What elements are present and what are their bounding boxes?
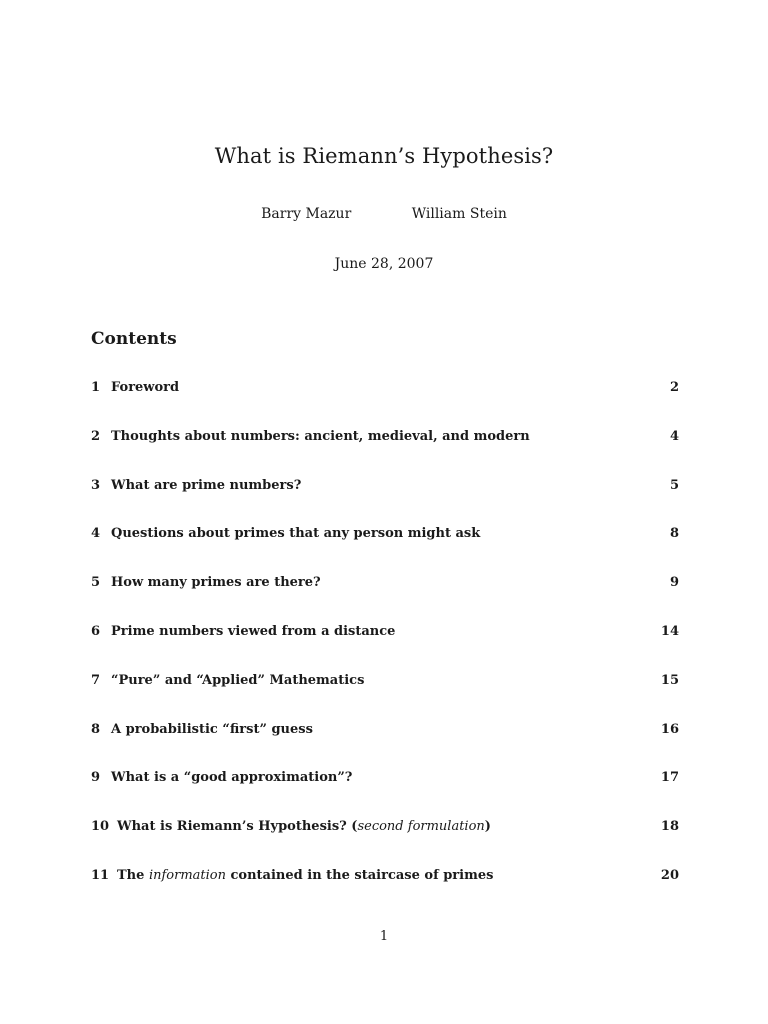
toc-entry[interactable] (91, 380, 679, 429)
toc-title-text: contained in the staircase of primes (225, 867, 494, 883)
toc-section-title: What is a “good approximation”? (111, 770, 353, 786)
authors (0, 206, 768, 222)
toc-section-title: “Pure” and “Applied” Mathematics (111, 672, 365, 688)
toc-section-number: 11 (91, 867, 110, 883)
contents-heading: Contents (91, 329, 177, 349)
toc-section-title: What are prime numbers? (111, 477, 302, 493)
toc-section-title (117, 819, 491, 834)
toc-section-title: Foreword (111, 380, 180, 395)
toc-section-number: 10 (91, 819, 110, 835)
toc-section-number: 5 (91, 575, 101, 591)
toc-entry[interactable] (91, 526, 679, 575)
toc-title-italic: second formulation (357, 819, 485, 835)
toc-page-number: 17 (660, 770, 679, 786)
toc-section-number: 4 (91, 526, 101, 542)
toc-entry[interactable] (91, 868, 679, 917)
author-name: Barry Mazur (261, 206, 352, 222)
toc-section-number: 8 (91, 721, 101, 737)
toc-section-number: 2 (91, 428, 101, 444)
toc-entry[interactable] (91, 624, 679, 673)
toc-title-text: The (117, 867, 149, 883)
toc-entry[interactable] (91, 478, 679, 527)
toc-page-number: 18 (660, 819, 679, 835)
toc-title-italic: information (148, 867, 226, 883)
page-number: 1 (379, 929, 389, 944)
table-of-contents (91, 380, 679, 917)
toc-page-number: 2 (669, 380, 679, 395)
toc-section-title: How many primes are there? (111, 575, 321, 591)
toc-page-number: 9 (669, 575, 679, 591)
toc-section-title: Prime numbers viewed from a distance (111, 623, 396, 639)
toc-page-number: 8 (669, 526, 679, 542)
toc-entry[interactable] (91, 770, 679, 819)
toc-section-title: A probabilistic “first” guess (111, 721, 313, 737)
toc-page-number: 4 (669, 428, 679, 444)
toc-section-title: Thoughts about numbers: ancient, medieval, and modern (111, 428, 530, 444)
toc-page-number: 5 (669, 477, 679, 493)
document-date: June 28, 2007 (334, 256, 434, 272)
toc-entry[interactable] (91, 819, 679, 868)
toc-section-title (117, 868, 493, 883)
toc-entry[interactable] (91, 429, 679, 478)
toc-section-number: 7 (91, 672, 101, 688)
toc-section-number: 3 (91, 477, 101, 493)
toc-section-number: 6 (91, 623, 101, 639)
toc-title-text: ) (484, 819, 491, 835)
toc-section-number: 1 (91, 380, 101, 395)
document-title: What is Riemann’s Hypothesis? (214, 144, 554, 168)
toc-page-number: 20 (660, 867, 679, 883)
toc-page-number: 16 (660, 721, 679, 737)
toc-section-title: Questions about primes that any person might ask (111, 526, 481, 542)
toc-section-number: 9 (91, 770, 101, 786)
toc-entry[interactable] (91, 575, 679, 624)
toc-title-text: What is Riemann’s Hypothesis? ( (117, 819, 358, 835)
toc-page-number: 15 (660, 672, 679, 688)
author-name: William Stein (411, 206, 507, 222)
toc-page-number: 14 (660, 623, 679, 639)
toc-entry[interactable] (91, 722, 679, 771)
toc-entry[interactable] (91, 673, 679, 722)
